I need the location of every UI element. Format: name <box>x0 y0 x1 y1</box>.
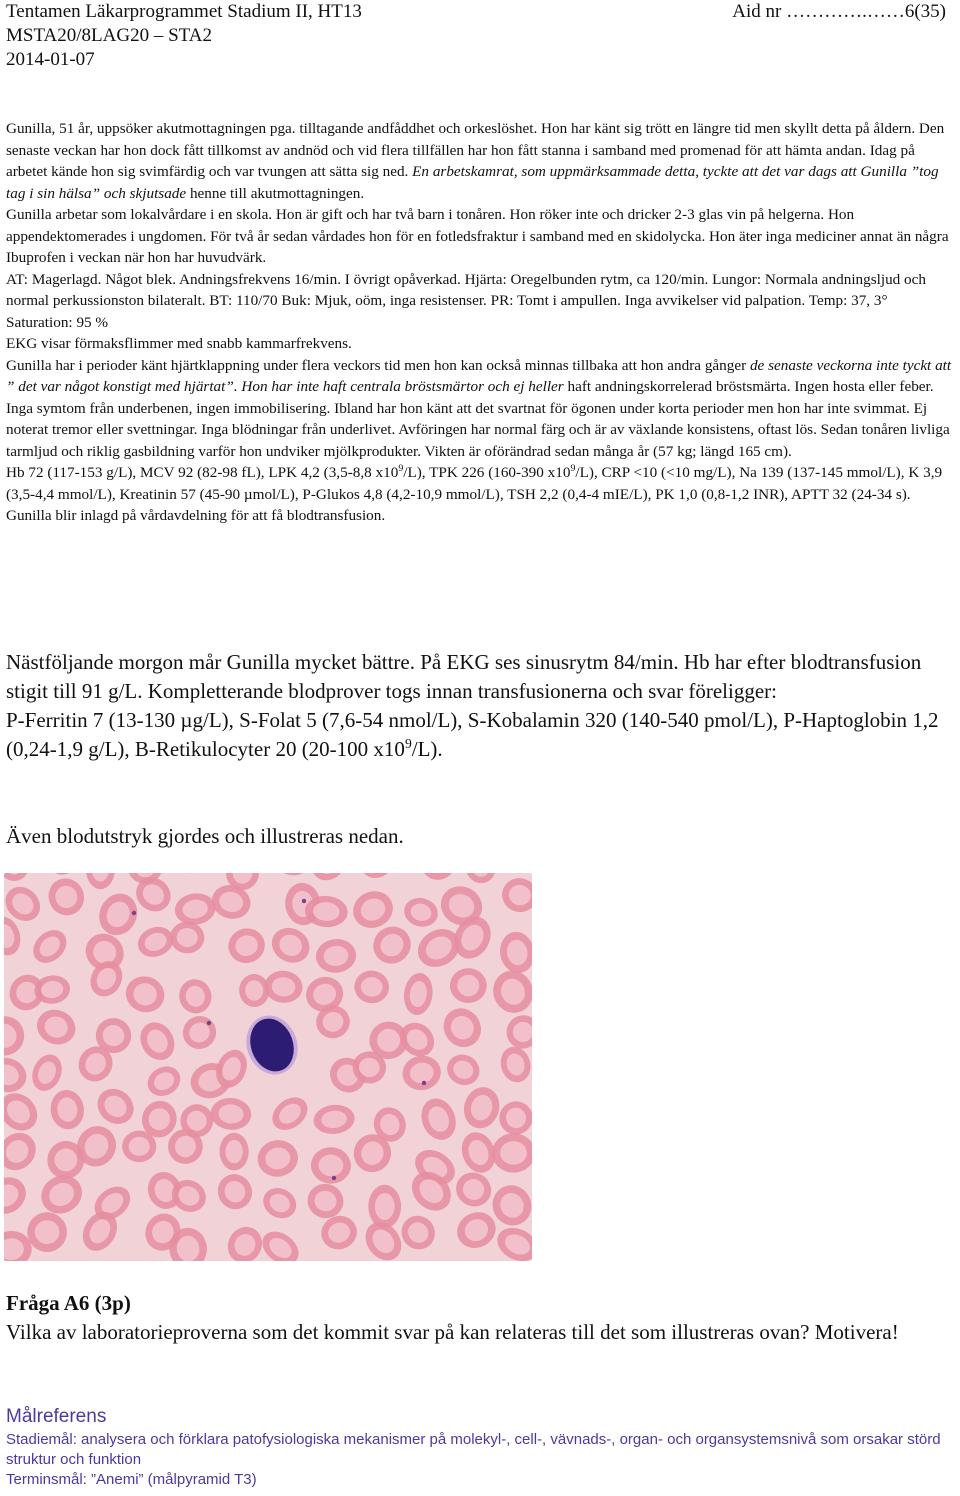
red-blood-cell <box>442 1049 485 1090</box>
red-blood-cell <box>487 965 532 1019</box>
red-blood-cell <box>393 1016 441 1063</box>
red-blood-cell <box>368 1185 401 1228</box>
case-paragraph: Gunilla blir inlagd på vårdavdelning för att få blodtransfusion. <box>6 507 386 524</box>
red-blood-cell <box>169 920 206 954</box>
red-blood-cell <box>175 976 215 1017</box>
red-blood-cell <box>266 1091 314 1137</box>
case-paragraph: EKG visar förmaksflimmer med snabb kammarfrekvens. <box>6 335 352 352</box>
platelet <box>302 899 306 903</box>
reference-title: Målreferens <box>6 1406 107 1427</box>
red-blood-cell <box>450 1166 497 1212</box>
red-blood-cell <box>400 1053 444 1094</box>
exam-title: Tentamen Läkarprogrammet Stadium II, HT13 <box>6 1 362 22</box>
reference-section <box>6 1404 954 1490</box>
red-blood-cell <box>224 924 269 968</box>
red-blood-cell <box>416 873 460 884</box>
platelet <box>207 1021 211 1025</box>
red-blood-cell <box>450 968 487 1003</box>
smear-intro: Även blodutstryk gjordes och illustreras nedan. <box>6 824 404 848</box>
red-blood-cell <box>463 873 498 885</box>
red-blood-cell <box>272 873 317 878</box>
red-blood-cell <box>209 1096 252 1131</box>
red-blood-cell <box>263 969 304 1004</box>
course-code: MSTA20/8LAG20 – STA2 <box>6 25 212 46</box>
red-blood-cell <box>310 1146 352 1184</box>
red-blood-cell <box>4 1053 31 1097</box>
red-blood-cell <box>42 873 90 921</box>
red-blood-cell <box>266 921 316 969</box>
question-section <box>6 1289 954 1347</box>
red-blood-cell <box>401 894 441 930</box>
red-blood-cell <box>32 1004 81 1050</box>
reference-term-goal: Terminsmål: ”Anemi” (målpyramid T3) <box>6 1471 257 1488</box>
red-blood-cell <box>459 1083 504 1133</box>
red-blood-cell <box>497 1043 532 1086</box>
reference-goal: Stadiemål: analysera och förklara patofysiologiska mekanismer på molekyl-, cell-, vävnads-, organ- och organsystemsnivå som orsakar störd struktur och funktion <box>6 1431 941 1468</box>
blood-smear-illustration <box>4 873 532 1261</box>
red-blood-cell <box>92 887 143 941</box>
red-blood-cell <box>451 1206 502 1255</box>
red-blood-cell <box>4 1008 32 1063</box>
red-blood-cell <box>90 1082 140 1132</box>
red-blood-cell <box>26 1211 68 1253</box>
red-blood-cell <box>27 924 73 970</box>
question-title: Fråga A6 (3p) <box>6 1291 131 1315</box>
red-blood-cell <box>142 1061 185 1102</box>
red-blood-cell <box>314 937 357 975</box>
red-blood-cell <box>48 1088 86 1131</box>
followup-section <box>6 648 954 764</box>
exam-date: 2014-01-07 <box>6 49 95 70</box>
red-blood-cell <box>492 1221 532 1261</box>
red-blood-cell <box>494 1096 532 1139</box>
platelet <box>132 911 136 915</box>
case-description <box>6 118 954 527</box>
page-header <box>6 0 946 72</box>
red-blood-cell <box>492 1133 532 1172</box>
red-blood-cell <box>416 1093 462 1144</box>
case-paragraph: AT: Magerlagd. Något blek. Andningsfrekvens 16/min. I övrigt opåverkad. Hjärta: Oregelbunden rytm, ca 120/min. Lungor: Normala andningsljud och normal perkussionston bilateralt. BT: 110/70 Buk: Mjuk, oöm, inga resistenser. PR: Tomt i ampullen. Inga avvikelser vid palpation. Temp: 37, 3° Saturation: 95 % <box>6 270 926 331</box>
red-blood-cell <box>4 1170 33 1221</box>
platelet <box>422 1081 426 1085</box>
red-blood-cell <box>219 1133 249 1171</box>
red-blood-cell <box>4 1086 45 1139</box>
red-blood-cell <box>134 1016 181 1066</box>
red-blood-cell <box>27 1050 67 1095</box>
question-text: Vilka av laboratorieproverna som det kommit svar på kan relateras till det som illustreras ovan? Motivera! <box>6 1320 899 1344</box>
red-blood-cell <box>221 1221 268 1261</box>
red-blood-cell <box>499 875 532 915</box>
red-blood-cell <box>306 873 353 887</box>
followup-paragraph: Nästföljande morgon mår Gunilla mycket bättre. På EKG ses sinusrytm 84/min. Hb har efter blodtransfusion stigit till 91 g/L. Kompletterande blodprover togs innan transfusionerna och svar föreligger: <box>6 650 922 703</box>
red-blood-cell <box>121 971 169 1017</box>
followup-lab-results: P-Ferritin 7 (13-130 µg/L), S-Folat 5 (7,6-54 nmol/L), S-Kobalamin 320 (140-540 pmol/L), P-Haptoglobin 1,2 (0,24-1,9 g/L), B-Retikulocyter 20 (20-100 $x10^9/L$). <box>6 708 939 761</box>
red-blood-cell <box>4 1125 43 1178</box>
red-blood-cell <box>395 1209 442 1256</box>
case-paragraph: Gunilla har i perioder känt hjärtklappning under flera veckors tid men hon kan också minnas tillbaka att hon andra gånger de senaste veckorna inte tyckt att ” det var något konstigt med hjärtat”. Hon har inte haft centrala bröstsmärtor och ej heller haft andningskorrelerad bröstsmärta. Ingen hosta eller feber. Inga symtom från underbenen, ingen immobilisering. Ibland har hon känt att det svartnat för ögonen under korta perioder men hon har inte svimmat. Ej noterat tremor eller svettningar. Inga blödningar från underlivet. Avföringen har normal färg och är av växlande konsistens, oftast lös. Sedan tonåren livliga tarmljud och riklig gasbildning varför hon undviker mjölkprodukter. Vikten är oförändrad sedan många år (57 kg; längd 165 cm). <box>6 356 952 460</box>
red-blood-cell <box>86 873 115 889</box>
platelet <box>332 1176 336 1180</box>
red-blood-cell <box>162 873 217 880</box>
red-blood-cell <box>212 1168 259 1215</box>
case-paragraph: Gunilla arbetar som lokalvårdare i en skola. Hon är gift och har två barn i tonåren. Hon röker inte och dricker 2-3 glas vin på helgerna. Hon appendektomerades i ungdomen. För två år sedan vårdades hon för en fotledsfraktur i samband med en skidolycka. Hon äter inga mediciner annat än några Ibuprofen i veckan när hon har huvudvärk. <box>6 206 949 266</box>
red-blood-cell <box>304 1180 347 1222</box>
aid-number: Aid nr ………….……6(35) <box>732 1 946 22</box>
case-paragraph: Gunilla, 51 år, uppsöker akutmottagningen pga. tilltagande andfåddhet och orkeslöshet. Hon har känt sig trött en längre tid men skyllt detta på åldern. Den senaste veckan har hon dock fått tillkomst av andnöd och vid flera tillfällen har hon fått stanna i samband med promenad för att hämta andan. Idag på arbetet kände hon sig svimfärdig och var tvungen att sätta sig ned. En arbetskamrat, som uppmärksammade detta, tyckte att det var dags att Gunilla ”tog tag i sin hälsa” och skjutsade henne till akutmottagningen. <box>6 120 945 202</box>
red-blood-cell <box>122 1131 156 1163</box>
red-blood-cell <box>258 1182 302 1224</box>
red-blood-cell <box>497 929 532 976</box>
red-blood-cell <box>353 873 404 885</box>
lab-results: Hb 72 (117-153 g/L), MCV 92 (82-98 fL), LPK 4,2 (3,5-8,8 $x10^9/L$), TPK 226 (160-390 $x10^9/L$), CRP <10 (<10 mg/L), Na 139 (137-145 mmol/L), K 3,9 (3,5-4,4 mmol/L), Kreatinin 57 (45-90 µmol/L), P-Glukos 4,8 (4,2-10,9 mmol/L), TSH 2,2 (0,4-4 mIE/L), PK 1,0 (0,8-1,2 INR), APTT 32 (24-34 s). <box>6 462 943 503</box>
blood-smear-image <box>4 873 532 1261</box>
red-blood-cell <box>312 1103 356 1136</box>
red-blood-cell <box>402 971 435 1016</box>
lymphocyte <box>238 1008 306 1081</box>
red-blood-cell <box>255 1137 301 1179</box>
red-blood-cell <box>177 1010 222 1055</box>
red-blood-cell <box>38 873 83 879</box>
red-blood-cell <box>173 891 218 928</box>
red-blood-cell <box>256 1225 305 1261</box>
red-blood-cell <box>353 969 391 1005</box>
red-blood-cell <box>4 873 32 883</box>
red-blood-cell <box>436 1001 488 1054</box>
